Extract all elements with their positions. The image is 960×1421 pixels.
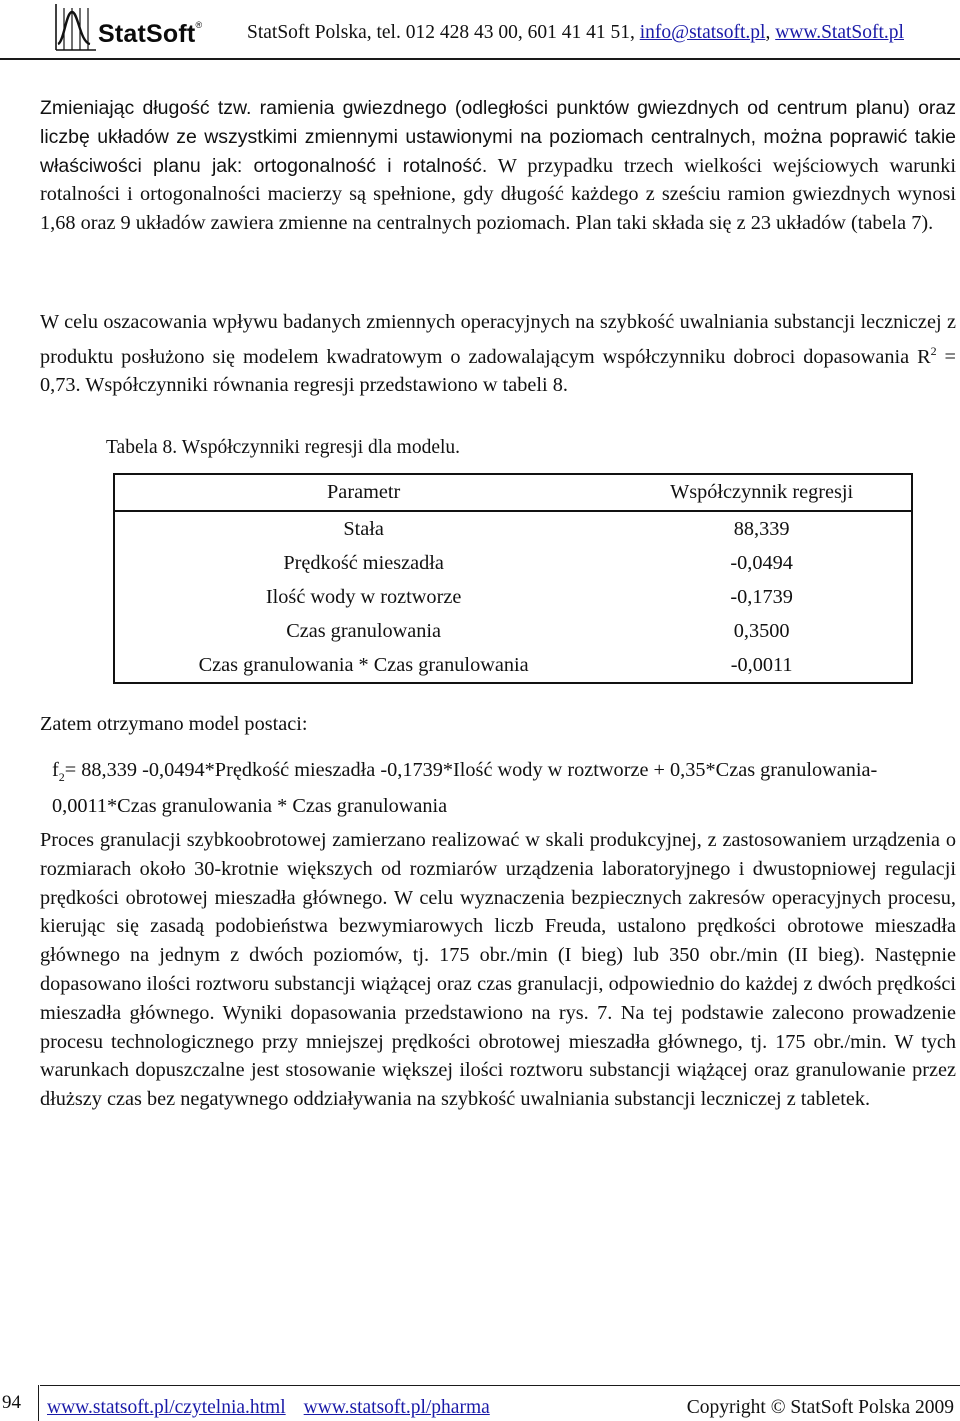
footer-links [47,1397,490,1419]
logo-text: StatSoft® [98,20,203,48]
formula-body: = 88,339 -0,0494*Prędkość mieszadła -0,1739*Ilość wody w roztworze + 0,35*Czas granulowania-0,0011*Czas granulowania * Czas granulowania [52,759,878,818]
header-divider [0,58,960,60]
formula-f: f [52,759,59,781]
website-link[interactable]: www.StatSoft.pl [775,22,904,43]
logo-curve-icon [54,4,98,52]
paragraph-star-arm-part2: W przypadku trzech wielkości wejściowych warunki rotalności i ortogonalności macierzy są spełnione, gdy długość każdego z sześciu ramion gwiezdnych wynosi 1,68 oraz 9 układów zawiera zmienne na centralnych poziomach. Plan taki składa się z 23 układów (tabela 7). [40,154,956,235]
table-row [114,546,912,580]
page-header [0,0,960,60]
footer-link-pharma[interactable]: www.statsoft.pl/pharma [303,1397,490,1418]
header-coefficient: Współczynnik regresji [670,481,854,503]
table-cell-param: Ilość wody w roztworze [265,585,462,608]
table-cell-param: Stała [343,517,384,540]
table-row [114,511,912,546]
table-row [114,614,912,648]
model-formula [52,756,952,821]
statsoft-logo[interactable] [54,4,234,52]
table-cell-value: -0,1739 [730,585,793,608]
table-cell-value: -0,0494 [730,551,793,574]
paragraph-regression-text-end: = 0,73. Współczynniki równania regresji przedstawiono w tabeli 8. [40,345,956,397]
formula-subscript: 2 [58,770,65,785]
regression-table [113,473,913,684]
table-cell-param: Czas granulowania [286,619,442,642]
header-contact [247,22,904,44]
footer-vertical-divider [38,1385,39,1421]
table-cell-value: -0,0011 [730,653,793,676]
paragraph-star-arm [40,94,956,238]
header-parametr: Parametr [327,481,401,503]
paragraph-star-arm-part1: Zmieniając długość tzw. ramienia gwiezdnego (odległości punktów gwiezdnych od centrum planu) oraz liczbę układów ze wszystkimi zmiennymi ustawionymi na poziomach centralnych, można poprawić takie właściwości planu jak: ortogonalność i rotalność. [40,97,956,177]
footer-link-czytelnia[interactable]: www.statsoft.pl/czytelnia.html [47,1397,286,1418]
model-intro: Zatem otrzymano model postaci: [40,713,308,735]
table-cell-value: 0,3500 [733,619,790,642]
table-cell-param: Czas granulowania * Czas granulowania [198,653,529,676]
table-cell-value: 88,339 [733,517,790,540]
table-row [114,648,912,683]
r-squared-superscript: 2 [930,343,937,358]
email-link[interactable]: info@statsoft.pl [639,22,766,43]
paragraph-production: Proces granulacji szybkoobrotowej zamierzano realizować w skali produkcyjnej, z zastosowaniem urządzenia o rozmiarach około 30-krotnie większych od rozmiarów urządzenia laboratoryjnego i dwustopniowej regulacji prędkości obrotowej mieszadła głównego. W celu wyznaczenia bezpiecznych zakresów operacyjnych procesu, kierując się zasadą podobieństwa bezwymiarowych liczb Freuda, ustalono prędkości obrotowe mieszadła głównego na jednym z dwóch poziomów, tj. 175 obr./min (I bieg) lub 350 obr./min (II bieg). Następnie dopasowano ilości roztworu substancji wiążącej oraz czas granulacji, odpowiednio do każdej z dwóch prędkości mieszadła głównego. Wyniki dopasowania przedstawiono na rys. 7. Na tej podstawie zalecono prowadzenie procesu technologicznego przy mniejszej prędkości obrotowej mieszadła głównego, tj. 175 obr./min. W tych warunkach dopuszczalne jest stosowanie większej ilości roztworu substancji wiążącej oraz granulowanie przez dłuższy czas bez negatywnego oddziaływania na szybkość uwalniania substancji leczniczej z tabletek. [40,829,956,1111]
paragraph-regression [40,308,956,400]
page-number: 94 [2,1392,21,1413]
table-header-row [114,474,912,511]
copyright: Copyright © StatSoft Polska 2009 [686,1397,954,1418]
paragraph-regression-text: W celu oszacowania wpływu badanych zmiennych operacyjnych na szybkość uwalniania substancji leczniczej z produktu posłużono się modelem kwadratowym o zadowalającym współczynniku dobroci dopasowania R [40,311,956,368]
contact-text: StatSoft Polska, tel. 012 428 43 00, 601 41 41 51, [247,22,640,43]
table-row [114,580,912,614]
footer-divider [40,1385,960,1386]
table-caption: Tabela 8. Współczynniki regresji dla modelu. [106,437,461,458]
table-cell-param: Prędkość mieszadła [283,551,444,574]
separator: , [765,22,776,43]
